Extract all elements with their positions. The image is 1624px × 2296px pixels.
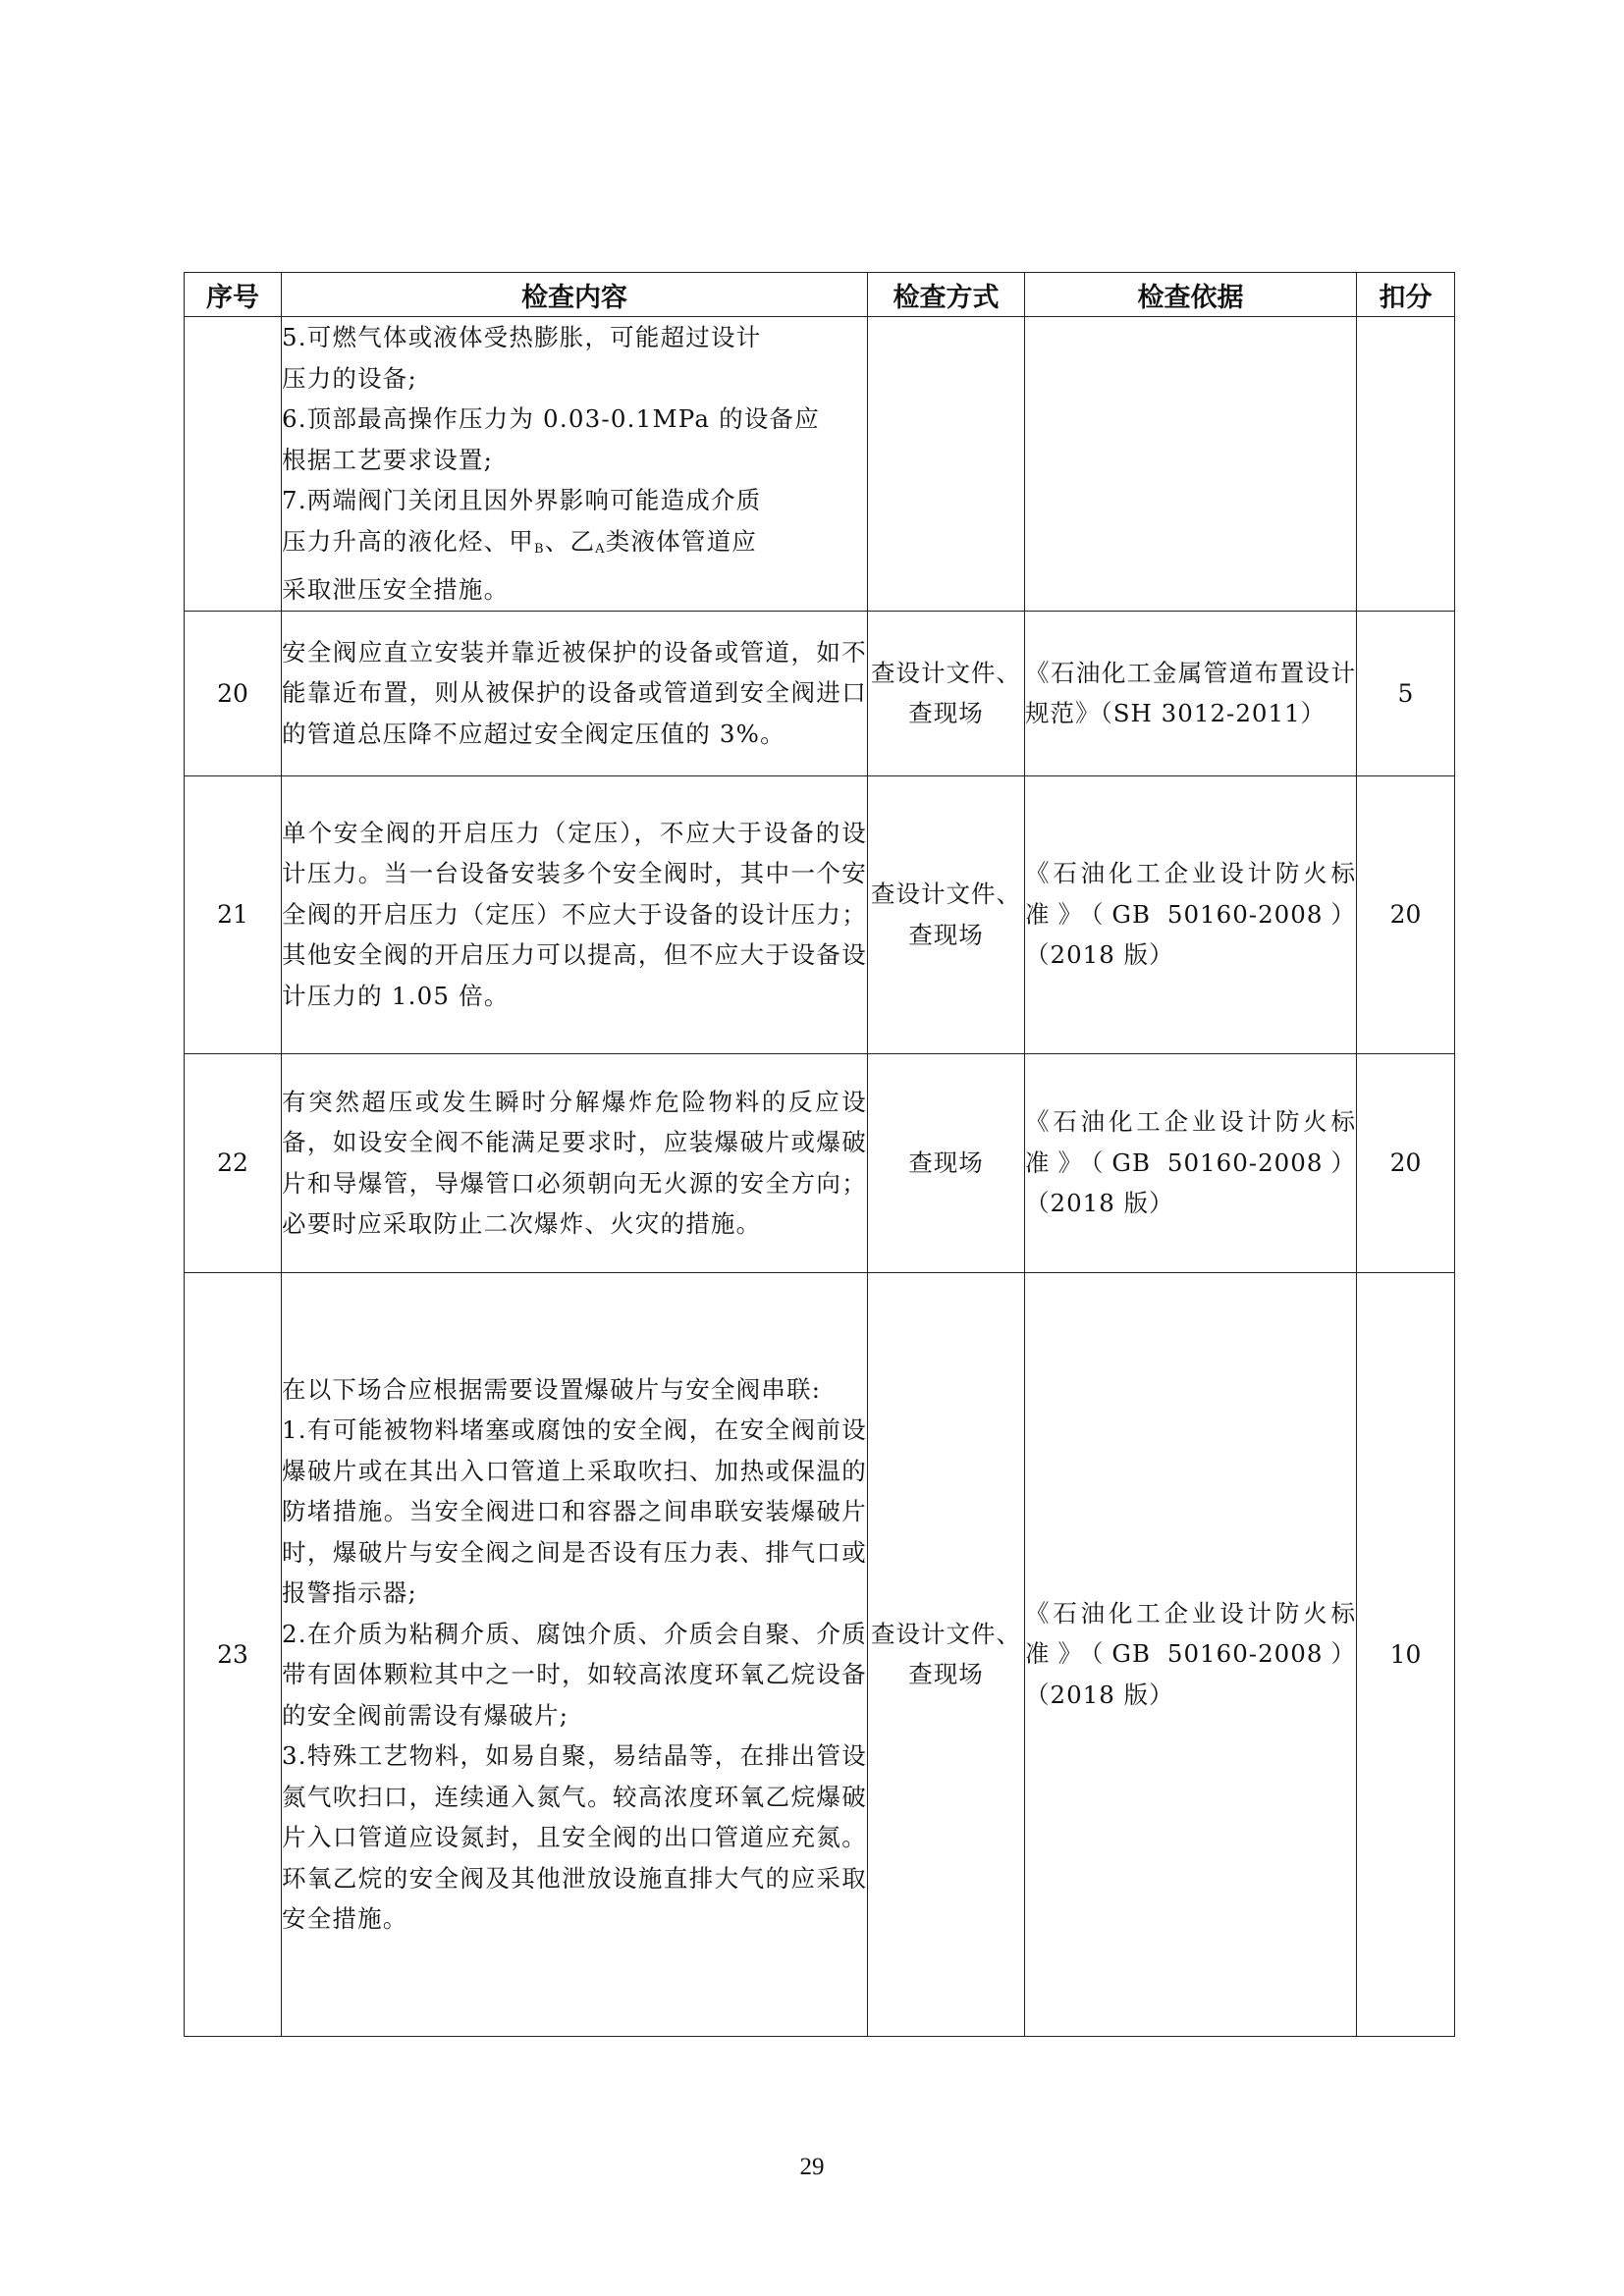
subscript: A xyxy=(595,541,606,557)
content-line: 6.顶部最高操作压力为 0.03-0.1MPa 的设备应 xyxy=(282,404,820,433)
text-segment: 压力升高的液化烃、甲 xyxy=(282,526,534,556)
header-score: 扣分 xyxy=(1357,273,1455,317)
header-method: 检查方式 xyxy=(868,273,1025,317)
row-basis: 《石油化工企业设计防火标准》（GB 50160-2008）（2018 版） xyxy=(1025,775,1357,1053)
row-content: 单个安全阀的开启压力（定压），不应大于设备的设计压力。当一台设备安装多个安全阀时，其中一个安全阀的开启压力（定压）不应大于设备的设计压力；其他安全阀的开启压力可以提高，但不应大于设备设计压力的 1.05 倍。 xyxy=(282,775,868,1053)
row-content xyxy=(282,317,868,612)
content-line: 采取泄压安全措施。 xyxy=(282,575,510,604)
content-paragraph: 1.有可能被物料堵塞或腐蚀的安全阀，在安全阀前设爆破片或在其出入口管道上采取吹扫、加热或保温的防堵措施。当安全阀进口和容器之间串联安装爆破片时，爆破片与安全阀之间是否设有压力表、排气口或报警指示器; xyxy=(282,1415,867,1607)
row-seq: 22 xyxy=(185,1053,282,1272)
row-score xyxy=(1357,317,1455,612)
row-seq: 23 xyxy=(185,1272,282,2036)
page-number: 29 xyxy=(799,2154,825,2180)
row-seq: 21 xyxy=(185,775,282,1053)
subscript: B xyxy=(534,541,545,557)
row-method: 查设计文件、查现场 xyxy=(868,1272,1025,2036)
row-score: 20 xyxy=(1357,1053,1455,1272)
row-content: 安全阀应直立安装并靠近被保护的设备或管道，如不能靠近布置，则从被保护的设备或管道到安全阀进口的管道总压降不应超过安全阀定压值的 3%。 xyxy=(282,611,868,775)
text-segment: 、乙 xyxy=(544,526,596,556)
table-row xyxy=(185,775,1455,1053)
table-header-row xyxy=(185,273,1455,317)
row-method xyxy=(868,317,1025,612)
header-basis: 检查依据 xyxy=(1025,273,1357,317)
content-line: 5.可燃气体或液体受热膨胀，可能超过设计 xyxy=(282,323,762,351)
text-segment: 类液体管道应 xyxy=(605,526,757,556)
content-paragraph: 3.特殊工艺物料，如易自聚，易结晶等，在排出管设氮气吹扫口，连续通入氮气。较高浓度环氧乙烷爆破片入口管道应设氮封，且安全阀的出口管道应充氮。环氧乙烷的安全阀及其他泄放设施直排大气的应采取安全措施。 xyxy=(282,1741,867,1933)
row-basis xyxy=(1025,317,1357,612)
row-basis: 《石油化工企业设计防火标准》（GB 50160-2008）（2018 版） xyxy=(1025,1053,1357,1272)
table-row xyxy=(185,317,1455,612)
table-row xyxy=(185,1053,1455,1272)
row-content: 有突然超压或发生瞬时分解爆炸危险物料的反应设备，如设安全阀不能满足要求时，应装爆破片或爆破片和导爆管，导爆管口必须朝向无火源的安全方向；必要时应采取防止二次爆炸、火灾的措施。 xyxy=(282,1053,868,1272)
row-score: 5 xyxy=(1357,611,1455,775)
row-score: 10 xyxy=(1357,1272,1455,2036)
content-line: 7.两端阀门关闭且因外界影响可能造成介质 xyxy=(282,486,762,514)
content-line-with-subscripts xyxy=(282,521,867,570)
content-line: 根据工艺要求设置; xyxy=(282,445,494,474)
row-method: 查设计文件、查现场 xyxy=(868,611,1025,775)
content-line: 压力的设备; xyxy=(282,363,417,393)
row-method: 查现场 xyxy=(868,1053,1025,1272)
row-basis: 《石油化工金属管道布置设计规范》（SH 3012-2011） xyxy=(1025,611,1357,775)
content-paragraph: 2.在介质为粘稠介质、腐蚀介质、介质会自聚、介质带有固体颗粒其中之一时，如较高浓度环氧乙烷设备的安全阀前需设有爆破片; xyxy=(282,1619,867,1730)
table-row xyxy=(185,611,1455,775)
row-seq: 20 xyxy=(185,611,282,775)
inspection-table xyxy=(184,272,1455,2037)
row-basis: 《石油化工企业设计防火标准》（GB 50160-2008）（2018 版） xyxy=(1025,1272,1357,2036)
content-paragraph: 在以下场合应根据需要设置爆破片与安全阀串联: xyxy=(282,1374,822,1404)
header-content: 检查内容 xyxy=(282,273,868,317)
row-score: 20 xyxy=(1357,775,1455,1053)
row-method: 查设计文件、查现场 xyxy=(868,775,1025,1053)
row-seq xyxy=(185,317,282,612)
table-row xyxy=(185,1272,1455,2036)
row-content xyxy=(282,1272,868,2036)
header-seq: 序号 xyxy=(185,273,282,317)
